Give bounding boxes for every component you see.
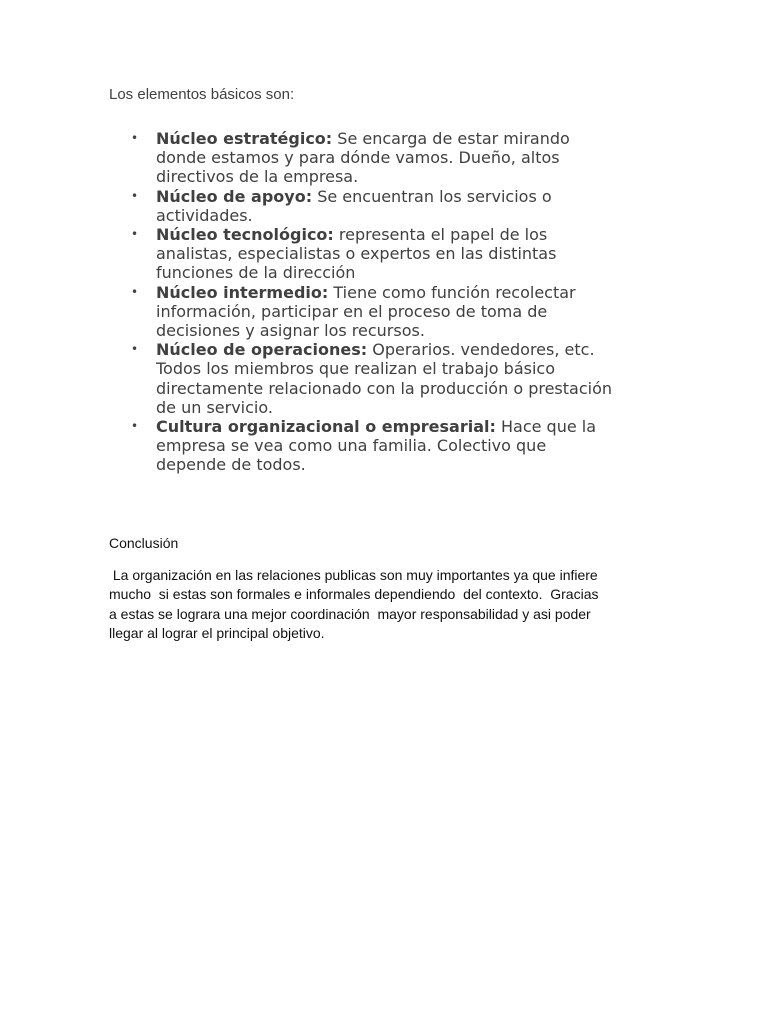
bullet-icon: • [131, 342, 139, 357]
item-text-line: empresa se vea como una familia. Colectivo que [156, 436, 547, 456]
item-text-line: de un servicio. [156, 397, 273, 417]
elements-list [109, 129, 669, 475]
list-item [109, 187, 669, 225]
item-text-line: Se encarga de estar mirando [337, 129, 570, 148]
item-term: Cultura organizacional o empresarial: [156, 417, 496, 437]
bullet-icon: • [131, 188, 139, 203]
item-text-line: Operarios. vendedores, etc. [372, 340, 595, 360]
item-text-line: donde estamos y para dónde vamos. Dueño, altos [156, 148, 560, 168]
item-term: Núcleo estratégico: [156, 129, 333, 148]
bullet-icon: • [131, 131, 139, 145]
paragraph-line: La organización en las relaciones publicas son muy importantes ya que infiere [109, 567, 598, 583]
paragraph-line: a estas se lograra una mejor coordinación mayor responsabilidad y asi poder [109, 605, 591, 622]
item-text-line: actividades. [156, 205, 253, 225]
item-text-line: Todos los miembros que realizan el trabajo básico [156, 359, 555, 379]
item-term: Núcleo tecnológico: [156, 225, 334, 245]
list-item [109, 340, 669, 417]
conclusion-heading: Conclusión [109, 535, 179, 551]
item-text-line: Hace que la [500, 417, 597, 437]
conclusion-paragraph [109, 566, 669, 644]
item-text-line: directivos de la empresa. [156, 167, 359, 187]
list-item [109, 225, 669, 283]
item-text-line: representa el papel de los [338, 225, 548, 245]
item-term: Núcleo de operaciones: [156, 340, 368, 360]
bullet-icon: • [131, 284, 139, 299]
paragraph-line: llegar al lograr el principal objetivo. [109, 625, 325, 642]
item-term: Núcleo de apoyo: [156, 186, 313, 206]
bullet-icon: • [131, 227, 139, 242]
list-item [109, 129, 669, 187]
item-text-line: Se encuentran los servicios o [317, 186, 552, 206]
list-item [109, 283, 669, 341]
item-text-line: analistas, especialistas o expertos en las distintas [156, 244, 557, 264]
item-text-line: directamente relacionado con la producción o prestación [156, 378, 613, 398]
item-text-line: Tiene como función recolectar [333, 282, 576, 302]
list-item [109, 417, 669, 475]
item-text-line: información, participar en el proceso de toma de [156, 301, 548, 321]
item-term: Núcleo intermedio: [156, 282, 329, 302]
bullet-icon: • [131, 419, 139, 434]
item-text-line: decisiones y asignar los recursos. [156, 321, 425, 341]
intro-text: Los elementos básicos son: [109, 86, 295, 103]
item-text-line: depende de todos. [156, 455, 306, 475]
paragraph-line: mucho si estas son formales e informales dependiendo del contexto. Gracias [109, 586, 599, 603]
item-text-line: funciones de la dirección [156, 263, 356, 283]
